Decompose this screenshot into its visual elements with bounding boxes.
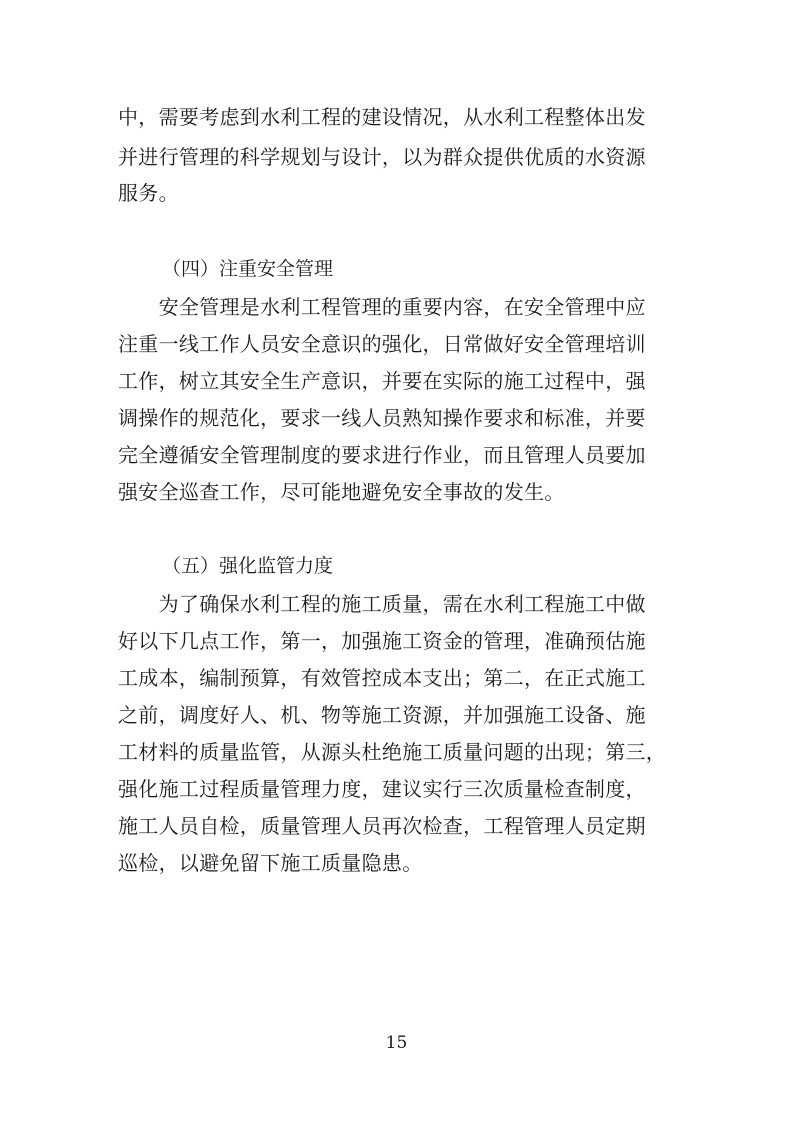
paragraph-line: 完全遵循安全管理制度的要求进行作业，而且管理人员要加 [118, 443, 646, 467]
paragraph-line: 调操作的规范化，要求一线人员熟知操作要求和标准，并要 [118, 406, 646, 430]
paragraph-line: 注重一线工作人员安全意识的强化，日常做好安全管理培训 [118, 332, 646, 356]
paragraph-line: 巡检，以避免留下施工质量隐患。 [118, 851, 423, 875]
page-number: 15 [385, 1033, 408, 1053]
paragraph-line: 中，需要考虑到水利工程的建设情况，从水利工程整体出发 [118, 105, 646, 129]
paragraph-line: 服务。 [118, 181, 179, 205]
paragraph-line: 为了确保水利工程的施工质量，需在水利工程施工中做 [118, 592, 646, 616]
paragraph-line: 施工人员自检，质量管理人员再次检查，工程管理人员定期 [118, 814, 646, 838]
paragraph-line: 安全管理是水利工程管理的重要内容，在安全管理中应 [118, 295, 646, 319]
section-heading-5: （五）强化监管力度 [162, 555, 334, 577]
paragraph-line: 之前，调度好人、机、物等施工资源，并加强施工设备、施 [118, 703, 646, 727]
paragraph-line: 并进行管理的科学规划与设计，以为群众提供优质的水资源 [118, 145, 646, 169]
section-heading-4: （四）注重安全管理 [162, 258, 334, 280]
paragraph-line: 工材料的质量监管，从源头杜绝施工质量问题的出现；第三， [118, 740, 667, 764]
paragraph-line: 强化施工过程质量管理力度，建议实行三次质量检查制度， [118, 777, 646, 801]
paragraph-line: 好以下几点工作，第一，加强施工资金的管理，准确预估施 [118, 629, 646, 653]
paragraph-line: 工作，树立其安全生产意识，并要在实际的施工过程中，强 [118, 369, 646, 393]
paragraph-line: 工成本，编制预算，有效管控成本支出；第二，在正式施工 [118, 666, 646, 690]
paragraph-line: 强安全巡查工作，尽可能地避免安全事故的发生。 [118, 480, 565, 504]
